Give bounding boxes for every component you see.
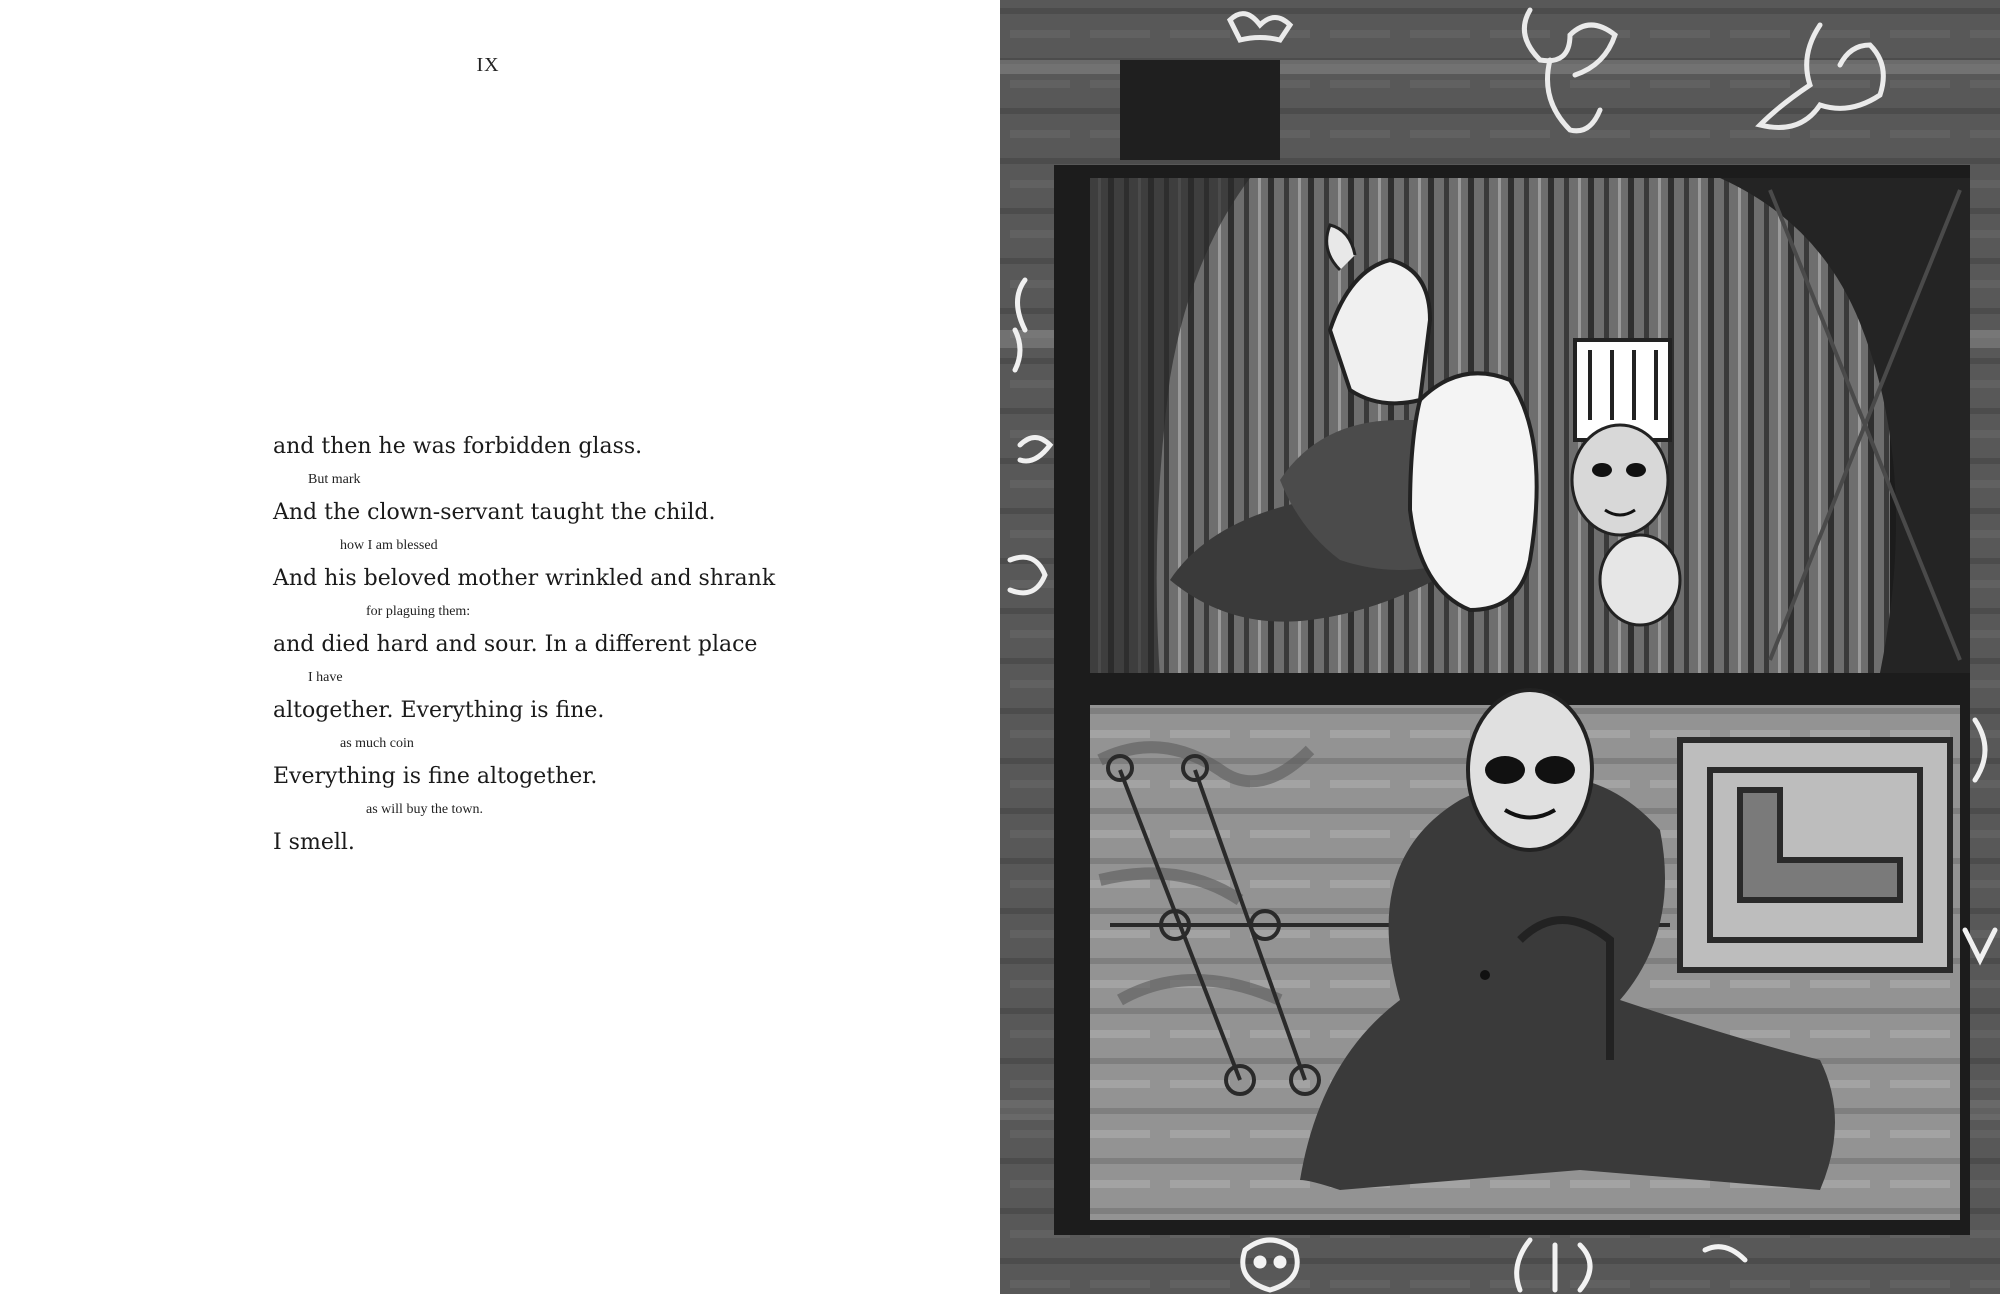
poem-line: Everything is fine altogether. [273, 764, 598, 789]
poem-line: altogether. Everything is fine. [273, 698, 605, 723]
illustration-page [1000, 0, 2000, 1294]
framed-box [1680, 740, 1950, 970]
poem-line: I smell. [273, 830, 355, 855]
poem-aside: as will buy the town. [366, 802, 484, 817]
poem-aside: But mark [308, 472, 361, 487]
poem-line: and then he was forbidden glass. [273, 434, 643, 459]
ink-wash-illustration [1000, 0, 2000, 1294]
poem-line: And the clown-servant taught the child. [273, 500, 716, 525]
poem-aside: I have [308, 670, 343, 685]
poem [273, 432, 913, 858]
poem-line: and died hard and sour. In a different place [273, 632, 758, 657]
poem-aside: as much coin [340, 736, 414, 751]
poem-line: And his beloved mother wrinkled and shrank [273, 566, 776, 591]
chapter-numeral: IX [476, 54, 500, 76]
poem-aside: for plaguing them: [366, 604, 471, 619]
poem-aside: how I am blessed [340, 538, 438, 553]
